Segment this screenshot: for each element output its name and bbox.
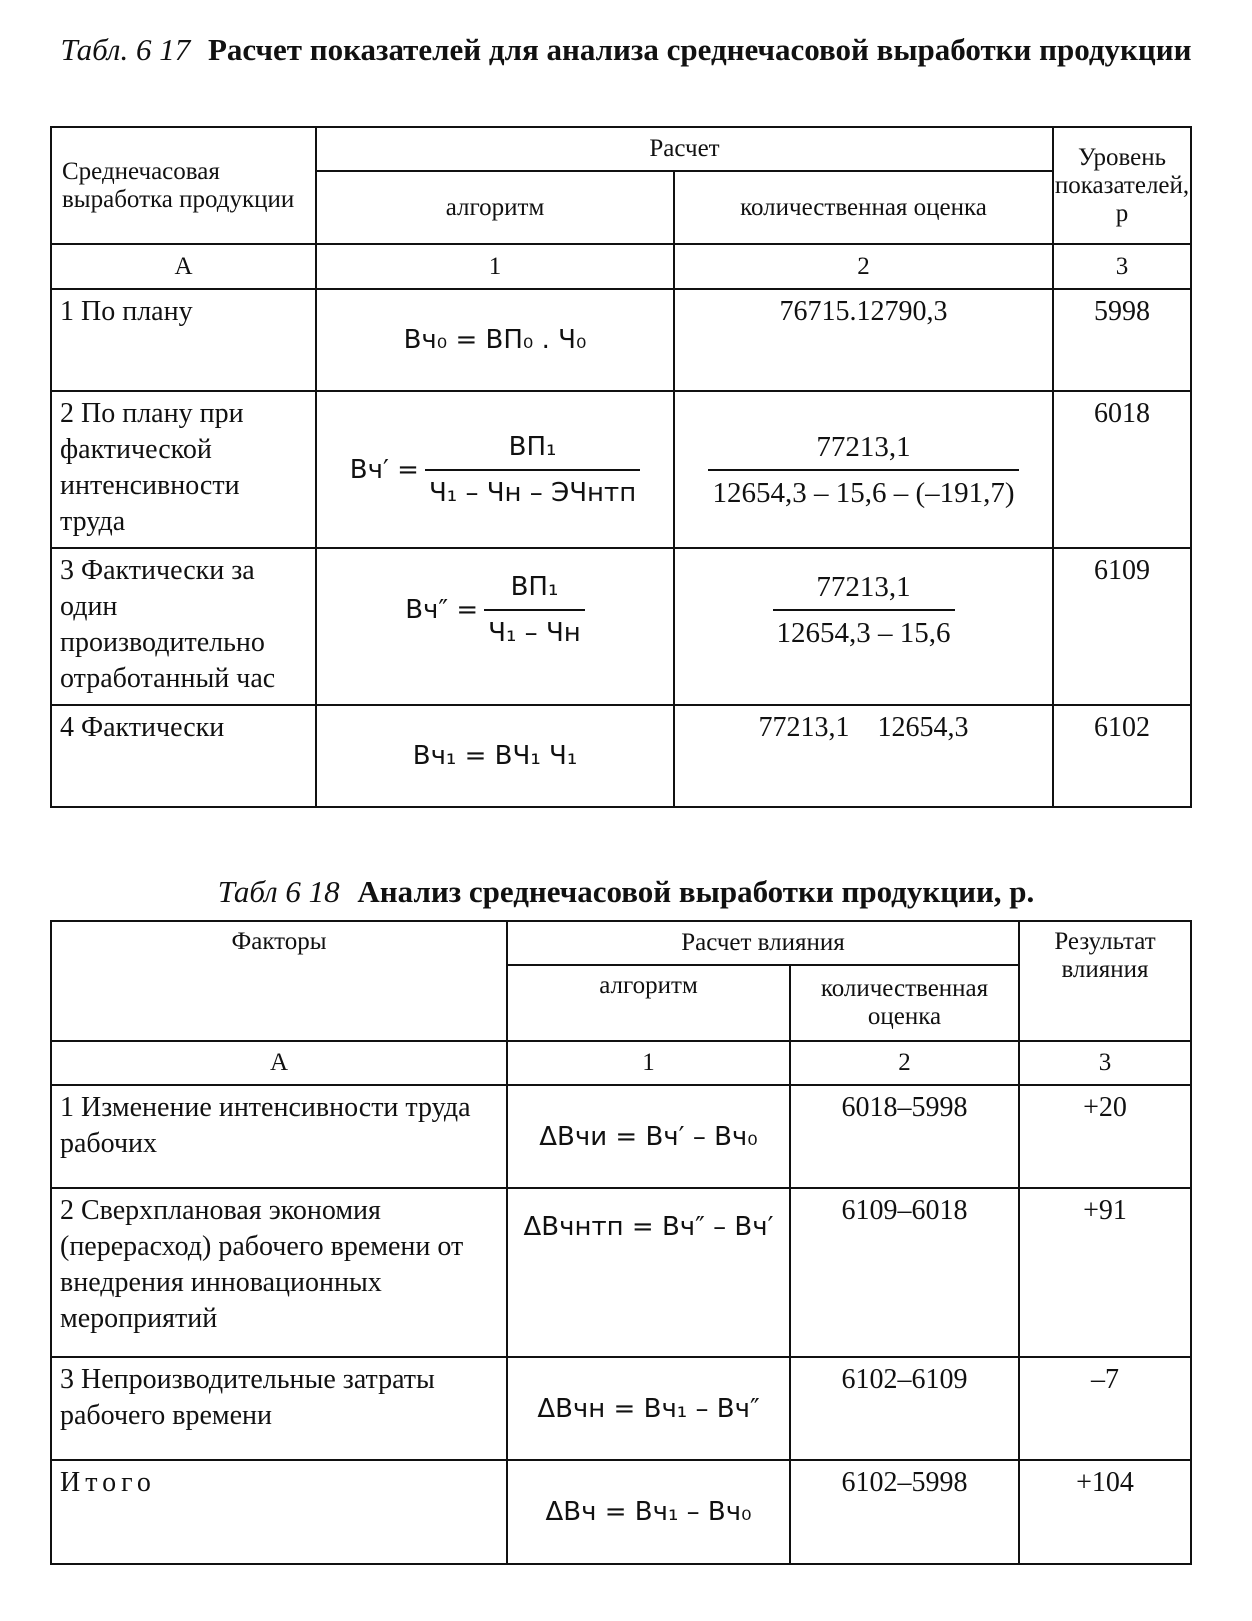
t1-idx-3: 3 [1053, 244, 1191, 289]
t1-row3-denominator: Ч₁ – Чн [488, 618, 581, 648]
t1-row2-quant [674, 391, 1053, 548]
t1-row2-level: 6018 [1053, 391, 1191, 548]
t1-row3-quant-numerator: 77213,1 [773, 569, 955, 611]
table-row [51, 548, 1191, 705]
t2-header-calc: Расчет влияния [507, 921, 1019, 965]
t1-header-algorithm: алгоритм [316, 171, 674, 244]
t1-row4-formula: Вч₁ = ВЧ₁ Ч₁ [316, 705, 674, 807]
t2-idx-a: А [51, 1041, 507, 1085]
t1-row3-quant [674, 548, 1053, 705]
t1-row4-quant: 77213,1 12654,3 [674, 705, 1053, 807]
t2-row2-result: +91 [1019, 1188, 1191, 1357]
t1-row2-denominator: Ч₁ – Чн – ЭЧнтп [428, 477, 637, 508]
t1-row3-fraction [484, 569, 585, 651]
t1-idx-2: 2 [674, 244, 1053, 289]
table-row [51, 1460, 1191, 1564]
t1-row2-quant-fraction [708, 429, 1018, 511]
t1-row2-label: 2 По плану при фактической интенсивности труда [51, 391, 316, 548]
t2-row1-result: +20 [1019, 1085, 1191, 1188]
t2-row4-result: +104 [1019, 1460, 1191, 1564]
t2-header-result: Результат влияния [1019, 921, 1191, 1041]
t2-idx-3: 3 [1019, 1041, 1191, 1085]
t1-row3-quant-denominator: 12654,3 – 15,6 [776, 617, 951, 649]
t2-row4-quant: 6102–5998 [790, 1460, 1019, 1564]
t2-row2-label: 2 Сверхплановая экономия (перерасход) рабочего времени от внедрения инновационных мероприятий [51, 1188, 507, 1357]
table2-caption [0, 872, 1252, 912]
table-row [51, 1188, 1191, 1357]
t2-row3-result: –7 [1019, 1357, 1191, 1460]
t1-row2-formula-lhs: Вч′ = [349, 454, 419, 485]
t2-idx-1: 1 [507, 1041, 790, 1085]
t1-idx-a: А [51, 244, 316, 289]
t2-header-factors: Факторы [51, 921, 507, 1041]
t1-row2-numerator: ВП₁ [425, 429, 640, 471]
table1-title: Расчет показателей для анализа среднечасовой выработки продукции [207, 32, 1192, 67]
t1-row3-quant-fraction [773, 569, 955, 651]
table2-title: Анализ среднечасовой выработки продукции, р. [357, 874, 1035, 909]
t2-row1-quant: 6018–5998 [790, 1085, 1019, 1188]
t1-header-level: Уровень показателей, р [1053, 127, 1191, 244]
table-row [51, 1357, 1191, 1460]
t1-idx-1: 1 [316, 244, 674, 289]
table-row [51, 705, 1191, 807]
t2-row1-label: 1 Изменение интенсивности труда рабочих [51, 1085, 507, 1188]
t1-row3-level: 6109 [1053, 548, 1191, 705]
t2-row3-label: 3 Непроизводительные затраты рабочего времени [51, 1357, 507, 1460]
t1-row2-formula [316, 391, 674, 548]
table1-caption [0, 30, 1252, 70]
table2-number: Табл 6 18 [217, 874, 340, 909]
t2-idx-2: 2 [790, 1041, 1019, 1085]
table-row [51, 391, 1191, 548]
table2 [50, 920, 1192, 1565]
t1-row4-label: 4 Фактически [51, 705, 316, 807]
t1-row1-quant: 76715.12790,3 [674, 289, 1053, 391]
t1-row1-label: 1 По плану [51, 289, 316, 391]
t1-header-quant: количественная оценка [674, 171, 1053, 244]
table1 [50, 126, 1192, 808]
t2-row3-quant: 6102–6109 [790, 1357, 1019, 1460]
t1-header-calc: Расчет [316, 127, 1053, 171]
t2-header-algorithm: алгоритм [507, 965, 790, 1041]
t1-row2-fraction [425, 429, 640, 511]
t1-row4-level: 6102 [1053, 705, 1191, 807]
t1-row3-formula-lhs: Вч″ = [405, 595, 479, 625]
t1-row1-level: 5998 [1053, 289, 1191, 391]
t1-row2-quant-denominator: 12654,3 – 15,6 – (–191,7) [712, 476, 1015, 509]
t1-row3-numerator: ВП₁ [484, 569, 585, 611]
table-row [51, 289, 1191, 391]
t2-row4-formula: ΔВч = Вч₁ – Вч₀ [507, 1460, 790, 1564]
t1-row1-formula: Вч₀ = ВП₀ . Ч₀ [316, 289, 674, 391]
t1-row2-quant-numerator: 77213,1 [708, 429, 1018, 471]
t2-row3-formula: ΔВчн = Вч₁ – Вч″ [507, 1357, 790, 1460]
t1-row3-label: 3 Фактически за один производительно отработанный час [51, 548, 316, 705]
t2-header-quant: количественная оценка [790, 965, 1019, 1041]
t2-row2-formula: ΔВчнтп = Вч″ – Вч′ [507, 1188, 790, 1357]
t2-row1-formula: ΔВчи = Вч′ – Вч₀ [507, 1085, 790, 1188]
t1-header-indicator: Среднечасовая выработка продукции [51, 127, 316, 244]
t2-row2-quant: 6109–6018 [790, 1188, 1019, 1357]
table1-number: Табл. 6 17 [60, 32, 191, 67]
t1-row3-formula [316, 548, 674, 705]
t2-row4-label: Итого [51, 1460, 507, 1564]
table-row [51, 1085, 1191, 1188]
